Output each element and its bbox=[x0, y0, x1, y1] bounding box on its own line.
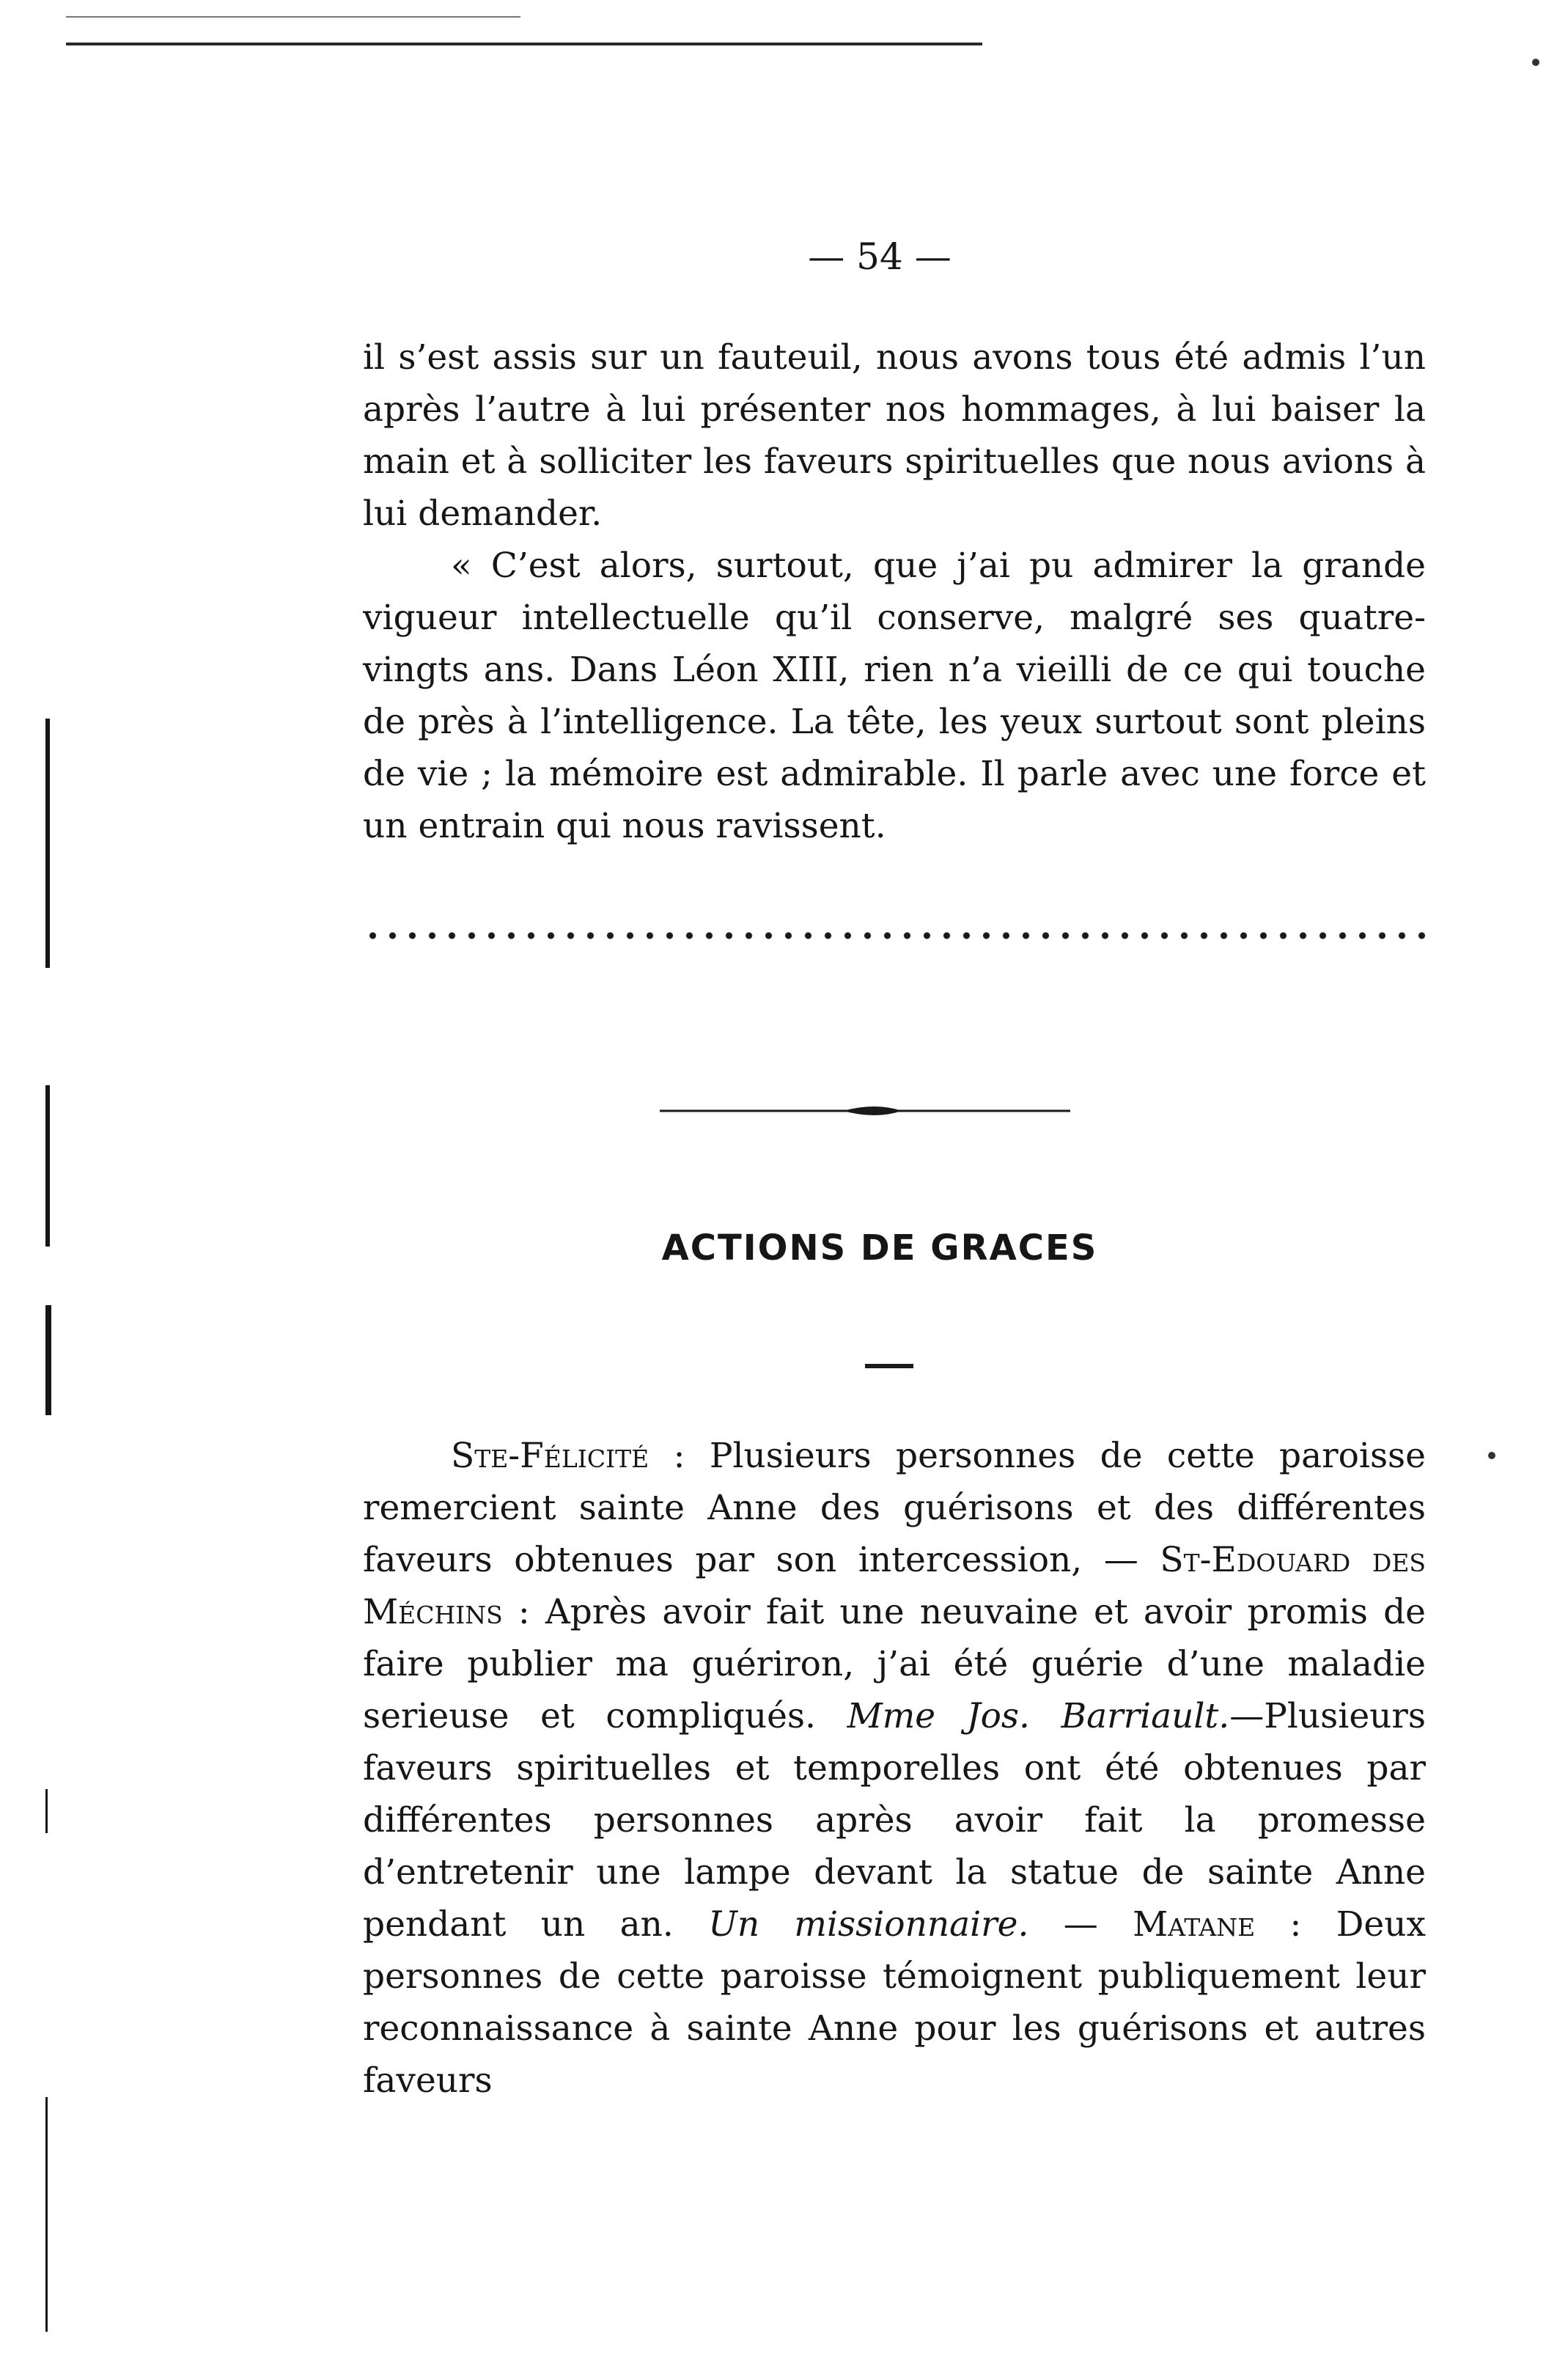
heading-dash bbox=[865, 1364, 913, 1368]
dotted-separator bbox=[363, 931, 1426, 940]
text-body-top bbox=[363, 331, 1426, 852]
paragraph-thanks bbox=[363, 1430, 1426, 2107]
section-heading: ACTIONS DE GRACES bbox=[661, 1227, 1098, 1269]
thanks-text: —Plusieurs faveurs spirituelles et temporelles ont été obtenues par différentes personnes après avoir fait la promesse d’entretenir une lampe devant la statue de sainte Anne pendant un an. bbox=[363, 1696, 1426, 1945]
place-name: St-Edouard des Méchins : bbox=[363, 1540, 1427, 1632]
scan-artifact-edge bbox=[45, 1085, 50, 1247]
paragraph-quote: « C’est alors, surtout, que j’ai pu admirer la grande vigueur intellectuelle qu’il conserve, malgré ses quatre-vingts ans. Dans Léon XIII, rien n’a vieilli de ce qui touche de près à l’intelligence. La tête, les yeux surtout sont pleins de vie ; la mémoire est admirable. Il parle avec une force et un entrain qui nous ravissent. bbox=[363, 546, 1426, 846]
scan-artifact-edge bbox=[45, 1305, 51, 1415]
scan-artifact-edge bbox=[45, 2097, 48, 2332]
thanks-text: — bbox=[1028, 1904, 1133, 1945]
signature: Un missionnaire. bbox=[708, 1904, 1029, 1945]
signature: Mme Jos. Barriault. bbox=[847, 1696, 1230, 1736]
scan-artifact-dot bbox=[1488, 1452, 1495, 1459]
thanks-text: Après avoir fait une neuvaine et avoir promis de faire publier ma guériron, j’ai été guérie d’une maladie serieuse et compliqués. bbox=[363, 1592, 1426, 1736]
ornamental-rule bbox=[660, 1104, 1070, 1118]
scan-artifact-edge bbox=[45, 1789, 48, 1833]
place-name: Ste-Félicité : bbox=[451, 1436, 685, 1476]
scan-artifact-top-thin bbox=[66, 16, 520, 18]
thanks-text: Plusieurs personnes de cette paroisse remercient sainte Anne des guérisons et des différentes faveurs obtenues par son intercession, — bbox=[363, 1436, 1426, 1580]
scan-artifact-edge bbox=[45, 719, 50, 968]
page-number: — 54 — bbox=[808, 235, 952, 278]
text-body-thanks bbox=[363, 1430, 1426, 2107]
place-name: Matane : bbox=[1133, 1904, 1302, 1945]
thanks-text: Deux personnes de cette paroisse témoignent publiquement leur reconnaissance à sainte Anne pour les guérisons et autres faveurs bbox=[363, 1904, 1427, 2101]
paragraph-continuation: il s’est assis sur un fauteuil, nous avons tous été admis l’un après l’autre à lui présenter nos hommages, à lui baiser la main et à solliciter les faveurs spirituelles que nous avions à lui demander. bbox=[363, 337, 1426, 534]
scan-artifact-top-rule bbox=[66, 43, 982, 45]
scan-artifact-dot bbox=[1532, 59, 1539, 66]
